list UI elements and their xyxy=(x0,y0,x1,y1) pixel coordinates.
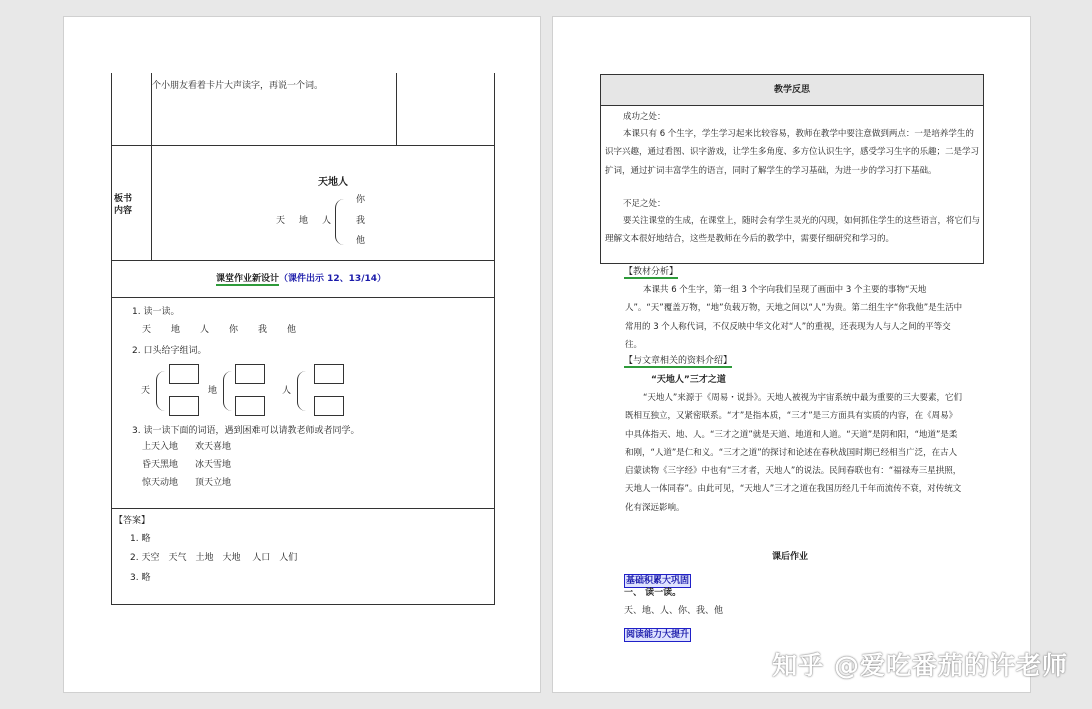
brace-icon xyxy=(156,371,165,411)
row-divider xyxy=(111,145,495,146)
table-border-right xyxy=(494,73,495,605)
homework-q1-char: 他 xyxy=(287,325,297,335)
brace-icon xyxy=(335,199,344,245)
idiom: 惊天动地 xyxy=(142,478,179,488)
word-group-char: 天 xyxy=(141,386,151,396)
answer-label: 【答案】 xyxy=(114,516,151,526)
reflection-shortfall-label: 不足之处： xyxy=(623,199,666,209)
after-class-title: 课后作业 xyxy=(772,552,809,562)
homework-q1-char: 地 xyxy=(171,325,181,335)
after-class-tag2: 阅读能力大提升 xyxy=(626,630,690,640)
answer-item: 1. 略 xyxy=(130,534,151,544)
word-blank-box[interactable] xyxy=(169,364,199,384)
answer-item: 2. 天空 天气 土地 大地 人口 人们 xyxy=(130,553,298,563)
prev-row-text: 个小朋友看着卡片大声读字，再说一个词。 xyxy=(152,81,324,91)
row-divider xyxy=(111,297,495,298)
word-blank-box[interactable] xyxy=(314,396,344,416)
after-class-q1: 一、 读一读。 xyxy=(624,588,682,598)
reflection-title: 教学反思 xyxy=(601,75,983,106)
homework-q3: 3. 读一读下面的词语，遇到困难可以请教老师或者同学。 xyxy=(132,426,360,436)
homework-q1-char: 我 xyxy=(258,325,268,335)
document-page-left xyxy=(63,16,541,693)
blackboard-char: 人 xyxy=(322,216,332,226)
analysis-text: 本课共 6 个生字，第一组 3 个字向我们呈现了画面中 3 个主要的事物“天地人”。“天”覆盖万物，“地”负载万物，天地之间以“人”为贵。第二组生字“你我他”是生活中常用的 3 个人称代词，不仅反映中华文化对“人”的重视，还表现为人与人之间的平等交往。 xyxy=(625,285,963,350)
watermark-text: 知乎 @爱吃番茄的许老师 xyxy=(772,651,1068,680)
homework-q2: 2. 口头给字组词。 xyxy=(132,346,207,356)
row-divider xyxy=(111,260,495,261)
reflection-success-label: 成功之处： xyxy=(623,112,666,122)
word-blank-box[interactable] xyxy=(314,364,344,384)
document-page-right xyxy=(552,16,1031,693)
blackboard-char: 天 xyxy=(276,216,286,226)
homework-q1: 1. 读一读。 xyxy=(132,307,180,317)
homework-heading xyxy=(216,273,386,285)
idiom: 冰天雪地 xyxy=(195,460,232,470)
idiom: 上天入地 xyxy=(142,442,179,452)
after-class-tag1: 基础积累大巩固 xyxy=(626,576,690,586)
table-border-left xyxy=(111,73,112,605)
word-blank-box[interactable] xyxy=(235,396,265,416)
word-blank-box[interactable] xyxy=(235,364,265,384)
related-tag: 【与文章相关的资料介绍】 xyxy=(624,356,733,366)
homework-heading-paren: （课件出示 12、13/14） xyxy=(279,274,387,284)
row-divider xyxy=(111,508,495,509)
table-col-divider xyxy=(396,73,397,145)
blackboard-label: 板书 内容 xyxy=(114,194,133,216)
blackboard-stack-item: 你 xyxy=(356,195,366,205)
blackboard-title: 天地人 xyxy=(318,177,348,188)
blackboard-char: 地 xyxy=(299,216,309,226)
table-col-divider xyxy=(151,145,152,261)
reflection-shortfall-text: 要关注课堂的生成，在课堂上，随时会有学生灵光的闪现，如何抓住学生的这些语言，将它们与理解文本很好地结合，这些是教师在今后的教学中，需要仔细研究和学习的。 xyxy=(605,216,981,245)
homework-heading-main: 课堂作业新设计 xyxy=(216,274,280,284)
reflection-success-text: 本课只有 6 个生字，学生学习起来比较容易，教师在教学中要注意做到两点：一是培养学生的识字兴趣，通过看图、识字游戏，让学生多角度、多方位认识生字，感受学习生字的乐趣；二是学习扩词，通过扩词丰富学生的语言，同时了解学生的学习基础，为进一步的学习打下基础。 xyxy=(605,129,980,176)
idiom: 顶天立地 xyxy=(195,478,232,488)
homework-q1-char: 天 xyxy=(142,325,152,335)
word-group-char: 地 xyxy=(208,386,218,396)
word-group-char: 人 xyxy=(282,386,292,396)
brace-icon xyxy=(223,371,232,411)
related-subtitle: “天地人”三才之道 xyxy=(651,375,726,385)
blackboard-stack-item: 我 xyxy=(356,216,366,226)
idiom: 昏天黑地 xyxy=(142,460,179,470)
related-text: “天地人”来源于《周易・说卦》。天地人被视为宇宙系统中最为重要的三大要素，它们既相互独立，又紧密联系。“才”是指本质，“三才”是三方面具有实质的内容，在《周易》中具体指天、地、人。“三才之道”就是天道、地道和人道。“天道”是阴和阳，“地道”是柔和刚，“人道”是仁和义。“三才之道”的探讨和论述在春秋战国时期已经相当广泛，在古人启蒙读物《三字经》中也有“三才者，天地人”的说法。民间春联也有：“福禄寿三星拱照，天地人一体同春”。由此可见，“天地人”三才之道在我国历经几千年而流传不衰，对传统文化有深远影响。 xyxy=(625,393,963,513)
homework-q1-char: 人 xyxy=(200,325,210,335)
answer-item: 3. 略 xyxy=(130,573,151,583)
word-blank-box[interactable] xyxy=(169,396,199,416)
table-border-bottom xyxy=(111,604,495,605)
after-class-q1-chars: 天、地、人、你、我、他 xyxy=(624,606,724,616)
homework-q1-char: 你 xyxy=(229,325,239,335)
idiom: 欢天喜地 xyxy=(195,442,232,452)
analysis-tag: 【教材分析】 xyxy=(624,267,679,277)
brace-icon xyxy=(297,371,306,411)
reflection-table xyxy=(600,74,984,264)
blackboard-stack-item: 他 xyxy=(356,236,366,246)
